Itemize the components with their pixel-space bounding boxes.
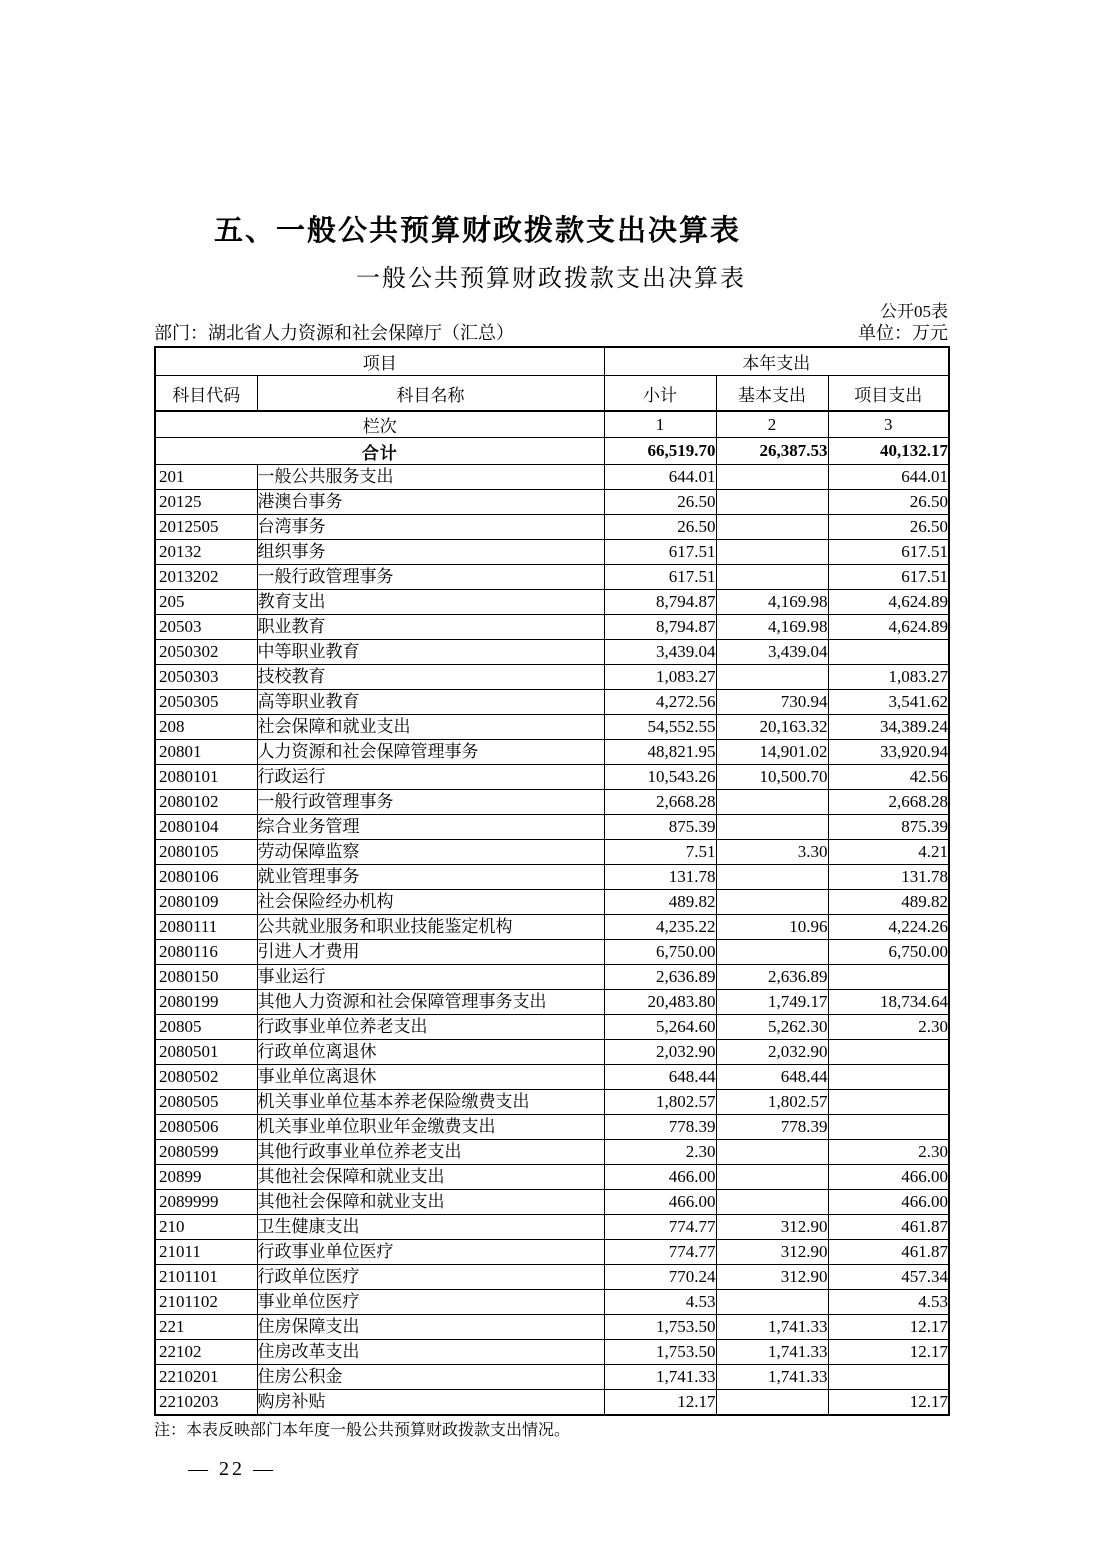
subject-code-cell: 2080502: [155, 1065, 257, 1090]
project-expense-cell: [828, 1090, 949, 1115]
project-expense-cell: [828, 1065, 949, 1090]
subject-name-cell: 一般行政管理事务: [257, 565, 604, 590]
subject-name-cell: 高等职业教育: [257, 690, 604, 715]
subject-code-cell: 2080599: [155, 1140, 257, 1165]
basic-expense-cell: 312.90: [716, 1215, 828, 1240]
subject-code-cell: 210: [155, 1215, 257, 1240]
subtotal-cell: 2.30: [604, 1140, 716, 1165]
page-content: [154, 0, 948, 1481]
subtotal-cell: 644.01: [604, 465, 716, 490]
header-columns-row: [155, 376, 949, 412]
project-expense-cell: 3,541.62: [828, 690, 949, 715]
table-row: [155, 640, 949, 665]
subject-name-cell: 事业单位医疗: [257, 1290, 604, 1315]
basic-expense-cell: 4,169.98: [716, 615, 828, 640]
basic-expense-cell: 14,901.02: [716, 740, 828, 765]
project-expense-cell: [828, 1115, 949, 1140]
basic-expense-cell: [716, 1290, 828, 1315]
basic-expense-cell: [716, 890, 828, 915]
subject-name-cell: 其他人力资源和社会保障管理事务支出: [257, 990, 604, 1015]
table-row: [155, 1015, 949, 1040]
project-expense-cell: 4,624.89: [828, 590, 949, 615]
subject-code-cell: 2050305: [155, 690, 257, 715]
project-expense-cell: 12.17: [828, 1340, 949, 1365]
subject-code-cell: 201: [155, 465, 257, 490]
subject-name-cell: 其他社会保障和就业支出: [257, 1165, 604, 1190]
project-expense-cell: 461.87: [828, 1240, 949, 1265]
table-title: 一般公共预算财政拨款支出决算表: [356, 266, 746, 292]
header-year-expense-group: 本年支出: [604, 347, 949, 376]
subject-code-cell: 208: [155, 715, 257, 740]
basic-expense-cell: [716, 515, 828, 540]
subtotal-cell: 5,264.60: [604, 1015, 716, 1040]
column-index-label: 栏次: [155, 411, 604, 438]
subtotal-cell: 8,794.87: [604, 615, 716, 640]
table-row: [155, 490, 949, 515]
subtotal-cell: 1,802.57: [604, 1090, 716, 1115]
subtotal-cell: 131.78: [604, 865, 716, 890]
subtotal-cell: 489.82: [604, 890, 716, 915]
subject-code-cell: 2101102: [155, 1290, 257, 1315]
subtotal-cell: 6,750.00: [604, 940, 716, 965]
subject-code-cell: 2080109: [155, 890, 257, 915]
subject-code-cell: 2080501: [155, 1040, 257, 1065]
table-row: [155, 1190, 949, 1215]
subject-name-cell: 一般行政管理事务: [257, 790, 604, 815]
subject-code-cell: 2013202: [155, 565, 257, 590]
table-row: [155, 1265, 949, 1290]
subtotal-cell: 648.44: [604, 1065, 716, 1090]
basic-expense-cell: 2,636.89: [716, 965, 828, 990]
subtotal-cell: 54,552.55: [604, 715, 716, 740]
subtotal-cell: 48,821.95: [604, 740, 716, 765]
subject-code-cell: 2089999: [155, 1190, 257, 1215]
project-expense-cell: 12.17: [828, 1315, 949, 1340]
project-expense-cell: 617.51: [828, 565, 949, 590]
subject-name-cell: 港澳台事务: [257, 490, 604, 515]
subject-code-cell: 205: [155, 590, 257, 615]
subtotal-cell: 466.00: [604, 1165, 716, 1190]
subtotal-cell: 4,272.56: [604, 690, 716, 715]
table-row: [155, 740, 949, 765]
project-expense-cell: 4.53: [828, 1290, 949, 1315]
basic-expense-cell: 3.30: [716, 840, 828, 865]
subtotal-cell: 12.17: [604, 1390, 716, 1416]
subtotal-cell: 3,439.04: [604, 640, 716, 665]
total-row-label: 合计: [155, 438, 604, 465]
table-row: [155, 1365, 949, 1390]
basic-expense-cell: 1,741.33: [716, 1365, 828, 1390]
subject-name-cell: 卫生健康支出: [257, 1215, 604, 1240]
basic-expense-cell: 648.44: [716, 1065, 828, 1090]
basic-expense-cell: [716, 1390, 828, 1416]
subject-name-cell: 社会保障和就业支出: [257, 715, 604, 740]
subject-name-cell: 住房保障支出: [257, 1315, 604, 1340]
subject-code-cell: 2101101: [155, 1265, 257, 1290]
project-expense-cell: 461.87: [828, 1215, 949, 1240]
table-row: [155, 615, 949, 640]
table-row: [155, 515, 949, 540]
subject-name-cell: 台湾事务: [257, 515, 604, 540]
subtotal-cell: 2,032.90: [604, 1040, 716, 1065]
project-expense-cell: [828, 965, 949, 990]
table-row: [155, 940, 949, 965]
subject-name-cell: 就业管理事务: [257, 865, 604, 890]
column-index-1: 1: [604, 411, 716, 438]
subtotal-cell: 20,483.80: [604, 990, 716, 1015]
subtotal-cell: 1,753.50: [604, 1315, 716, 1340]
subject-code-cell: 20503: [155, 615, 257, 640]
basic-expense-cell: 20,163.32: [716, 715, 828, 740]
project-expense-cell: 2.30: [828, 1015, 949, 1040]
subject-name-cell: 事业单位离退休: [257, 1065, 604, 1090]
project-expense-cell: 12.17: [828, 1390, 949, 1416]
subtotal-cell: 466.00: [604, 1190, 716, 1215]
subject-name-cell: 行政单位离退休: [257, 1040, 604, 1065]
basic-expense-cell: 312.90: [716, 1240, 828, 1265]
basic-expense-cell: [716, 790, 828, 815]
subject-code-cell: 20125: [155, 490, 257, 515]
project-expense-cell: 875.39: [828, 815, 949, 840]
subject-code-cell: 20801: [155, 740, 257, 765]
column-header-subject-name: 科目名称: [257, 376, 604, 412]
subject-code-cell: 2080102: [155, 790, 257, 815]
table-row: [155, 865, 949, 890]
project-expense-cell: 489.82: [828, 890, 949, 915]
subtotal-cell: 4,235.22: [604, 915, 716, 940]
project-expense-cell: 617.51: [828, 540, 949, 565]
table-row: [155, 565, 949, 590]
subject-name-cell: 其他行政事业单位养老支出: [257, 1140, 604, 1165]
subject-name-cell: 行政事业单位养老支出: [257, 1015, 604, 1040]
table-row: [155, 915, 949, 940]
subject-code-cell: 20132: [155, 540, 257, 565]
subtotal-cell: 875.39: [604, 815, 716, 840]
subtotal-cell: 774.77: [604, 1215, 716, 1240]
total-project-expense-value: 40,132.17: [828, 438, 949, 465]
table-row: [155, 1115, 949, 1140]
table-row: [155, 1240, 949, 1265]
column-header-subtotal: 小计: [604, 376, 716, 412]
table-row: [155, 1290, 949, 1315]
subtotal-cell: 10,543.26: [604, 765, 716, 790]
basic-expense-cell: [716, 940, 828, 965]
subject-name-cell: 劳动保障监察: [257, 840, 604, 865]
basic-expense-cell: [716, 1140, 828, 1165]
subject-name-cell: 公共就业服务和职业技能鉴定机构: [257, 915, 604, 940]
subject-name-cell: 行政单位医疗: [257, 1265, 604, 1290]
column-index-row: [155, 411, 949, 438]
subject-code-cell: 22102: [155, 1340, 257, 1365]
header-group-row: [155, 347, 949, 376]
table-row: [155, 1390, 949, 1416]
subject-name-cell: 技校教育: [257, 665, 604, 690]
basic-expense-cell: 1,802.57: [716, 1090, 828, 1115]
subtotal-cell: 617.51: [604, 565, 716, 590]
subtotal-cell: 778.39: [604, 1115, 716, 1140]
table-row: [155, 665, 949, 690]
project-expense-cell: 131.78: [828, 865, 949, 890]
project-expense-cell: 4.21: [828, 840, 949, 865]
total-row: [155, 438, 949, 465]
basic-expense-cell: 1,741.33: [716, 1340, 828, 1365]
project-expense-cell: 6,750.00: [828, 940, 949, 965]
project-expense-cell: [828, 640, 949, 665]
table-row: [155, 765, 949, 790]
subject-code-cell: 2012505: [155, 515, 257, 540]
subtotal-cell: 770.24: [604, 1265, 716, 1290]
subject-code-cell: 2050303: [155, 665, 257, 690]
basic-expense-cell: 1,749.17: [716, 990, 828, 1015]
subtotal-cell: 26.50: [604, 515, 716, 540]
project-expense-cell: [828, 1365, 949, 1390]
table-row: [155, 1315, 949, 1340]
basic-expense-cell: [716, 465, 828, 490]
subtotal-cell: 1,741.33: [604, 1365, 716, 1390]
table-row: [155, 690, 949, 715]
subtotal-cell: 1,083.27: [604, 665, 716, 690]
table-row: [155, 1340, 949, 1365]
table-row: [155, 965, 949, 990]
column-header-basic-expense: 基本支出: [716, 376, 828, 412]
table-row: [155, 890, 949, 915]
project-expense-cell: 457.34: [828, 1265, 949, 1290]
budget-table: [154, 346, 950, 1416]
subject-code-cell: 2080116: [155, 940, 257, 965]
table-row: [155, 790, 949, 815]
project-expense-cell: [828, 1040, 949, 1065]
project-expense-cell: 644.01: [828, 465, 949, 490]
project-expense-cell: 18,734.64: [828, 990, 949, 1015]
subject-name-cell: 行政运行: [257, 765, 604, 790]
subject-name-cell: 购房补贴: [257, 1390, 604, 1416]
basic-expense-cell: [716, 1190, 828, 1215]
basic-expense-cell: 10.96: [716, 915, 828, 940]
table-row: [155, 1165, 949, 1190]
subtotal-cell: 2,668.28: [604, 790, 716, 815]
subject-name-cell: 其他社会保障和就业支出: [257, 1190, 604, 1215]
subject-code-cell: 2080106: [155, 865, 257, 890]
project-expense-cell: 1,083.27: [828, 665, 949, 690]
subtotal-cell: 617.51: [604, 540, 716, 565]
basic-expense-cell: 730.94: [716, 690, 828, 715]
table-row: [155, 1090, 949, 1115]
basic-expense-cell: [716, 1165, 828, 1190]
table-row: [155, 1140, 949, 1165]
table-row: [155, 465, 949, 490]
table-row: [155, 1215, 949, 1240]
department-label: 部门：湖北省人力资源和社会保障厅（汇总）: [154, 323, 514, 343]
column-index-2: 2: [716, 411, 828, 438]
subtotal-cell: 1,753.50: [604, 1340, 716, 1365]
table-row: [155, 1065, 949, 1090]
project-expense-cell: 466.00: [828, 1190, 949, 1215]
subject-code-cell: 221: [155, 1315, 257, 1340]
basic-expense-cell: [716, 665, 828, 690]
table-row: [155, 815, 949, 840]
table-body: [155, 465, 949, 1416]
subject-code-cell: 2080506: [155, 1115, 257, 1140]
subject-name-cell: 机关事业单位基本养老保险缴费支出: [257, 1090, 604, 1115]
subject-name-cell: 住房公积金: [257, 1365, 604, 1390]
basic-expense-cell: [716, 815, 828, 840]
table-code-label: 公开05表: [880, 302, 948, 321]
subject-code-cell: 20805: [155, 1015, 257, 1040]
table-meta-line: [154, 323, 948, 344]
subject-code-cell: 2210201: [155, 1365, 257, 1390]
page-number: — 22 —: [188, 1458, 276, 1480]
project-expense-cell: 42.56: [828, 765, 949, 790]
table-row: [155, 990, 949, 1015]
subject-code-cell: 2080101: [155, 765, 257, 790]
project-expense-cell: 4,624.89: [828, 615, 949, 640]
subtotal-cell: 2,636.89: [604, 965, 716, 990]
subject-code-cell: 2050302: [155, 640, 257, 665]
subject-code-cell: 2080105: [155, 840, 257, 865]
subtotal-cell: 774.77: [604, 1240, 716, 1265]
subject-name-cell: 住房改革支出: [257, 1340, 604, 1365]
subtotal-cell: 8,794.87: [604, 590, 716, 615]
subject-code-cell: 2080505: [155, 1090, 257, 1115]
basic-expense-cell: 3,439.04: [716, 640, 828, 665]
subject-name-cell: 行政事业单位医疗: [257, 1240, 604, 1265]
subject-name-cell: 事业运行: [257, 965, 604, 990]
header-project-group: 项目: [155, 347, 604, 376]
subject-code-cell: 2080150: [155, 965, 257, 990]
subject-name-cell: 一般公共服务支出: [257, 465, 604, 490]
subtotal-cell: 26.50: [604, 490, 716, 515]
subject-name-cell: 教育支出: [257, 590, 604, 615]
subtotal-cell: 4.53: [604, 1290, 716, 1315]
table-row: [155, 1040, 949, 1065]
project-expense-cell: 2,668.28: [828, 790, 949, 815]
subtotal-cell: 7.51: [604, 840, 716, 865]
table-row: [155, 590, 949, 615]
subject-name-cell: 中等职业教育: [257, 640, 604, 665]
subject-name-cell: 职业教育: [257, 615, 604, 640]
subject-name-cell: 社会保险经办机构: [257, 890, 604, 915]
basic-expense-cell: 2,032.90: [716, 1040, 828, 1065]
project-expense-cell: 2.30: [828, 1140, 949, 1165]
subject-name-cell: 综合业务管理: [257, 815, 604, 840]
column-index-3: 3: [828, 411, 949, 438]
basic-expense-cell: 312.90: [716, 1265, 828, 1290]
unit-label: 单位：万元: [858, 323, 948, 343]
basic-expense-cell: 778.39: [716, 1115, 828, 1140]
basic-expense-cell: 5,262.30: [716, 1015, 828, 1040]
basic-expense-cell: [716, 565, 828, 590]
basic-expense-cell: [716, 490, 828, 515]
column-header-project-expense: 项目支出: [828, 376, 949, 412]
project-expense-cell: 26.50: [828, 515, 949, 540]
project-expense-cell: 466.00: [828, 1165, 949, 1190]
subject-name-cell: 机关事业单位职业年金缴费支出: [257, 1115, 604, 1140]
subject-name-cell: 引进人才费用: [257, 940, 604, 965]
subject-code-cell: 20899: [155, 1165, 257, 1190]
total-subtotal-value: 66,519.70: [604, 438, 716, 465]
section-heading: 五、一般公共预算财政拨款支出决算表: [214, 215, 742, 247]
table-row: [155, 840, 949, 865]
basic-expense-cell: 10,500.70: [716, 765, 828, 790]
basic-expense-cell: [716, 540, 828, 565]
subject-code-cell: 21011: [155, 1240, 257, 1265]
table-footnote: 注：本表反映部门本年度一般公共预算财政拨款支出情况。: [154, 1422, 571, 1439]
table-row: [155, 715, 949, 740]
basic-expense-cell: 1,741.33: [716, 1315, 828, 1340]
project-expense-cell: 34,389.24: [828, 715, 949, 740]
subject-name-cell: 人力资源和社会保障管理事务: [257, 740, 604, 765]
basic-expense-cell: [716, 865, 828, 890]
total-basic-expense-value: 26,387.53: [716, 438, 828, 465]
subject-code-cell: 2080104: [155, 815, 257, 840]
project-expense-cell: 33,920.94: [828, 740, 949, 765]
column-header-subject-code: 科目代码: [155, 376, 257, 412]
subject-name-cell: 组织事务: [257, 540, 604, 565]
project-expense-cell: 4,224.26: [828, 915, 949, 940]
basic-expense-cell: 4,169.98: [716, 590, 828, 615]
subject-code-cell: 2080199: [155, 990, 257, 1015]
subject-code-cell: 2210203: [155, 1390, 257, 1416]
table-row: [155, 540, 949, 565]
subject-code-cell: 2080111: [155, 915, 257, 940]
project-expense-cell: 26.50: [828, 490, 949, 515]
